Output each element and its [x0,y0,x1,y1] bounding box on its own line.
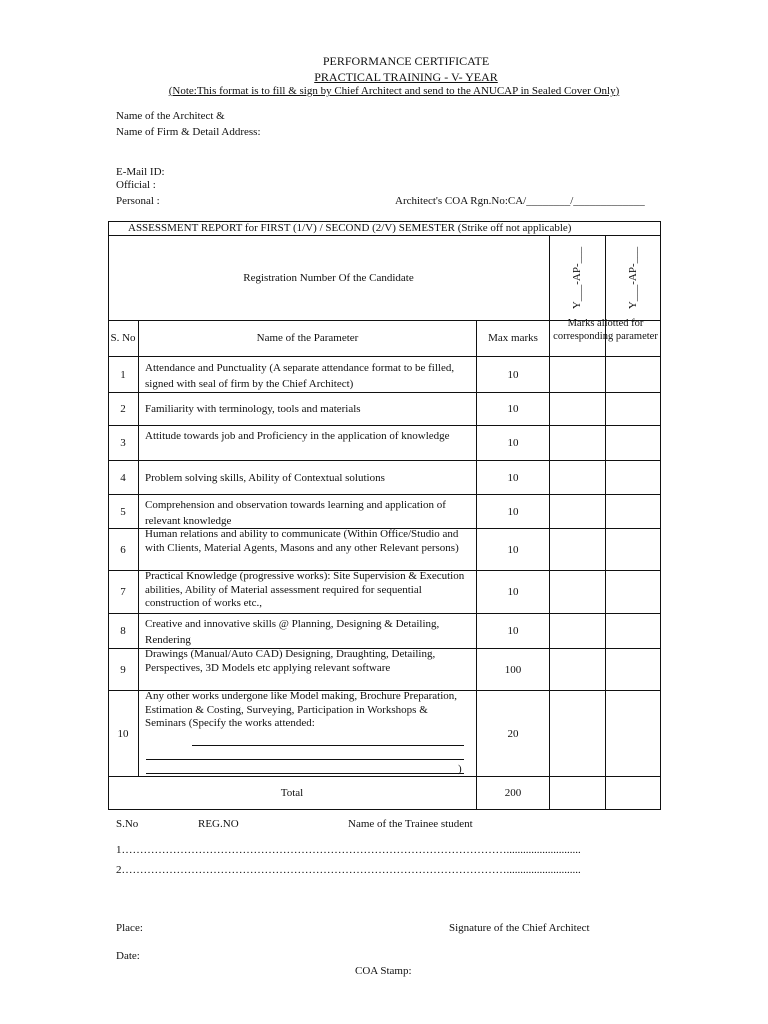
place-label: Place: [116,922,143,934]
row-parameter: Comprehension and observation towards learning and application of relevant knowledge [145,498,446,527]
email-label: E-Mail ID: [116,166,165,178]
total-label: Total [280,787,304,799]
row-max-marks: 10 [507,543,519,556]
row-sno: 6 [120,543,126,556]
parameter-header: Name of the Parameter [256,332,359,344]
row-max-marks: 10 [507,625,519,637]
architect-name-label: Name of the Architect & [116,110,225,122]
row-parameter: Practical Knowledge (progressive works): Site Supervision & Execution abilities, Ability of Material assessment required for sequential construction of works etc., [145,570,465,609]
row-sno: 7 [120,586,126,598]
trainee-line-1: 1……………………………………………………………………………………………........................... [116,844,581,856]
marks-allotted-header: Marks allotted for corresponding parameter [553,318,658,342]
certificate-subtitle: PRACTICAL TRAINING - V- YEAR [314,70,498,84]
row-parameter: Creative and innovative skills @ Planning, Designing & Detailing, Rendering [145,618,440,646]
row-max-marks: 10 [507,471,519,484]
trainee-name-label: Name of the Trainee student [348,818,473,830]
email-official-label: Official : [116,179,156,191]
row-sno: 1 [120,368,126,381]
row-sno: 10 [117,727,129,740]
instruction-note: (Note:This format is to fill & sign by Chief Architect and send to the ANUCAP in Sealed Cover Only) [168,85,620,97]
row-sno: 3 [120,437,126,449]
registration-code-1: Y___-AP-___ [571,246,583,310]
row-max-marks: 10 [507,403,519,415]
row-parameter: Familiarity with terminology, tools and materials [145,403,361,415]
row10-close-paren: ) [458,763,462,775]
assessment-table [108,221,661,810]
row-max-marks: 10 [507,437,519,449]
row-sno: 2 [120,403,126,415]
row-max-marks: 10 [507,586,519,598]
row-parameter: Attendance and Punctuality (A separate attendance format to be filled, signed with seal of firm by the Chief Architect) [145,361,455,390]
row-parameter: Drawings (Manual/Auto CAD) Designing, Draughting, Detailing, Perspectives, 3D Models etc applying relevant software [145,648,436,674]
date-label: Date: [116,950,140,962]
email-personal-label: Personal : [116,195,160,207]
row-sno: 8 [120,625,126,637]
row-max-marks: 100 [504,663,522,676]
row-sno: 9 [120,663,126,676]
row-sno: 5 [120,505,126,518]
row-max-marks: 10 [507,505,519,518]
row-parameter: Human relations and ability to communicate (Within Office/Studio and with Clients, Material Agents, Masons and any other Relevant persons) [145,528,459,554]
max-marks-header: Max marks [488,332,538,344]
trainee-sno-label: S.No [116,818,139,830]
row-parameter: Any other works undergone like Model making, Brochure Preparation, Estimation & Costing, Surveying, Participation in Workshops & Seminars (Specify the works attended: [145,690,458,729]
coa-registration-label: Architect's COA Rgn.No:CA/________/_____________ [395,195,645,207]
total-value: 200 [504,787,522,799]
signature-label: Signature of the Chief Architect [449,922,590,934]
row-max-marks: 10 [507,368,519,381]
coa-stamp-label: COA Stamp: [355,965,412,977]
row-parameter: Problem solving skills, Ability of Contextual solutions [145,471,385,484]
row-sno: 4 [120,471,126,484]
certificate-title: PERFORMANCE CERTIFICATE [322,54,490,68]
registration-number-label: Registration Number Of the Candidate [243,272,414,284]
registration-code-2: Y___-AP-___ [627,246,639,310]
assessment-title: ASSESSMENT REPORT for FIRST (1/V) / SECOND (2/V) SEMESTER (Strike off not applicable) [128,222,572,234]
trainee-line-2: 2……………………………………………………………………………………………........................... [116,864,581,876]
firm-address-label: Name of Firm & Detail Address: [116,126,261,138]
trainee-regno-label: REG.NO [198,818,239,830]
sno-header: S. No [110,332,136,344]
row-max-marks: 20 [507,727,519,740]
row-parameter: Attitude towards job and Proficiency in the application of knowledge [145,430,450,442]
